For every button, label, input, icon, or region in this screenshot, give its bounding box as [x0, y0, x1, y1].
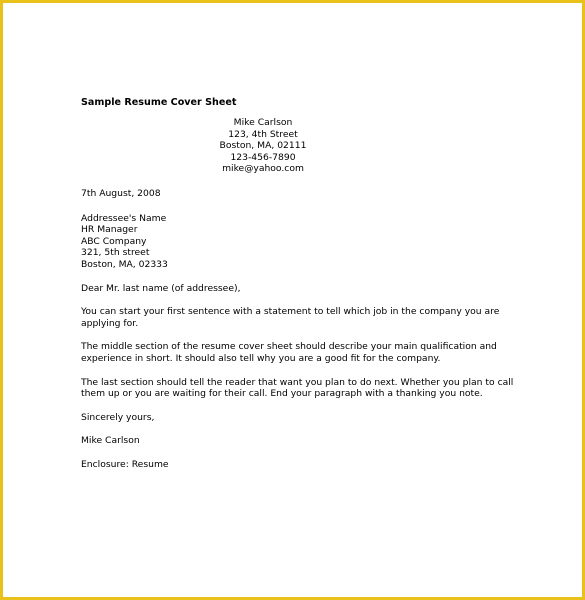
document-title: Sample Resume Cover Sheet	[81, 97, 237, 108]
enclosure: Enclosure: Resume	[81, 458, 169, 470]
addressee-name: Addressee's Name	[81, 212, 167, 224]
addressee-block	[81, 213, 521, 271]
addressee-title: HR Manager	[81, 224, 138, 236]
addressee-street: 321, 5th street	[81, 247, 150, 259]
body-paragraph-3: The last section should tell the reader that want you plan to do next. Whether you plan to call them up or you are waiting for their call. End your paragraph with a thanking you note.	[81, 376, 514, 400]
cover-letter	[81, 97, 521, 482]
signature-name: Mike Carlson	[81, 435, 140, 447]
body-paragraph-1: You can start your first sentence with a statement to tell which job in the company you are applying for.	[81, 306, 500, 329]
salutation: Dear Mr. last name (of addressee),	[81, 282, 241, 294]
sender-email: mike@yahoo.com	[222, 163, 304, 175]
closing: Sincerely yours,	[81, 411, 155, 423]
sender-name: Mike Carlson	[233, 117, 293, 128]
sender-city: Boston, MA, 02111	[219, 140, 307, 152]
letter-date: 7th August, 2008	[81, 187, 161, 199]
addressee-city: Boston, MA, 02333	[81, 258, 168, 270]
sender-phone: 123-456-7890	[230, 151, 296, 163]
sender-street: 123, 4th Street	[228, 128, 298, 140]
addressee-company: ABC Company	[81, 235, 147, 247]
sender-block	[81, 117, 445, 175]
body-paragraph-2: The middle section of the resume cover sheet should describe your main qualification and experience in short. It should also tell why you are a good fit for the company.	[81, 341, 497, 364]
